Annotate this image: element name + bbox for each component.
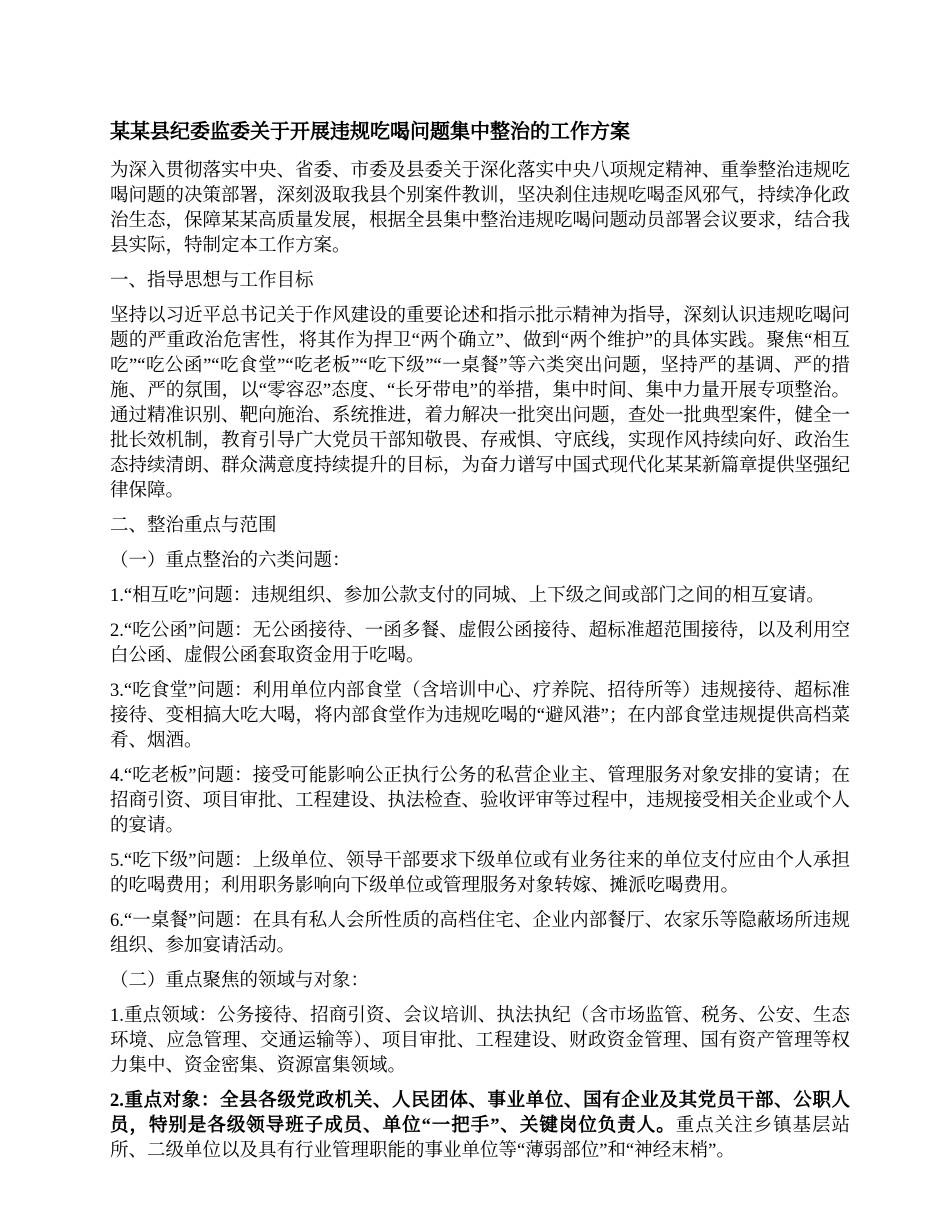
problem-item-3: 3.“吃食堂”问题：利用单位内部食堂（含培训中心、疗养院、招待所等）违规接待、超标准接待、变相搞大吃大喝，将内部食堂作为违规吃喝的“避风港”；在内部食堂违规提供高档菜肴、烟酒。: [110, 681, 850, 751]
focus-targets-bold-lead: 2.重点对象：全县各级党政机关、人民团体、事业单位、国有企业及其党员干部、公职人员，特别是各级领导班子成员、单位“一把手”、关键岗位负责人。: [110, 1091, 850, 1136]
intro-paragraph: 为深入贯彻落实中央、省委、市委及县委关于深化落实中央八项规定精神、重拳整治违规吃喝问题的决策部署，深刻汲取我县个别案件教训，坚决刹住违规吃喝歪风邪气，持续净化政治生态，保障某某高质量发展，根据全县集中整治违规吃喝问题动员部署会议要求，结合我县实际，特制定本工作方案。: [110, 161, 851, 256]
problem-item-5: 5.“吃下级”问题：上级单位、领导干部要求下级单位或有业务往来的单位支付应由个人承担的吃喝费用；利用职务影响向下级单位或管理服务对象转嫁、摊派吃喝费用。: [110, 851, 850, 896]
focus-targets-paragraph: [110, 1089, 850, 1164]
problem-item-6: 6.“一桌餐”问题：在具有私人会所性质的高档住宅、企业内部餐厅、农家乐等隐蔽场所违规组织、参加宴请活动。: [110, 911, 850, 956]
section-2-heading: 二、整治重点与范围: [110, 516, 277, 536]
section-1-heading: 一、指导思想与工作目标: [110, 271, 314, 291]
focus-areas-paragraph: 1.重点领域：公务接待、招商引资、会议培训、执法执纪（含市场监管、税务、公安、生态环境、应急管理、交通运输等）、项目审批、工程建设、财政资金管理、国有资产管理等权力集中、资金密集、资源富集领域。: [110, 1006, 850, 1076]
subsection-2-2-heading: （二）重点聚焦的领域与对象：: [110, 971, 370, 991]
focus-targets-rest: 重点关注乡镇基层站所、二级单位以及具有行业管理职能的事业单位等“薄弱部位”和“神经末梢”。: [110, 1116, 850, 1161]
problem-item-2: 2.“吃公函”问题：无公函接待、一函多餐、虚假公函接待、超标准超范围接待，以及利用空白公函、虚假公函套取资金用于吃喝。: [110, 621, 850, 666]
problem-item-4: 4.“吃老板”问题：接受可能影响公正执行公务的私营企业主、管理服务对象安排的宴请；在招商引资、项目审批、工程建设、执法检查、验收评审等过程中，违规接受相关企业或个人的宴请。: [110, 766, 851, 836]
subsection-2-1-heading: （一）重点整治的六类问题：: [110, 551, 351, 571]
document-title: 某某县纪委监委关于开展违规吃喝问题集中整治的工作方案: [110, 121, 630, 143]
section-1-body: 坚持以习近平总书记关于作风建设的重要论述和指示批示精神为指导，深刻认识违规吃喝问题的严重政治危害性，将其作为捍卫“两个确立”、做到“两个维护”的具体实践。聚焦“相互吃”“吃公函”“吃食堂”“吃老板”“吃下级”“一桌餐”等六类突出问题，坚持严的基调、严的措施、严的氛围，以“零容忍”态度、“长牙带电”的举措，集中时间、集中力量开展专项整治。通过精准识别、靶向施治、系统推进，着力解决一批突出问题，查处一批典型案件，健全一批长效机制，教育引导广大党员干部知敬畏、存戒惧、守底线，实现作风持续向好、政治生态持续清朗、群众满意度持续提升的目标，为奋力谱写中国式现代化某某新篇章提供坚强纪律保障。: [110, 306, 851, 501]
document-body: [110, 119, 850, 1164]
problem-item-1: 1.“相互吃”问题：违规组织、参加公款支付的同城、上下级之间或部门之间的相互宴请。: [110, 586, 825, 606]
